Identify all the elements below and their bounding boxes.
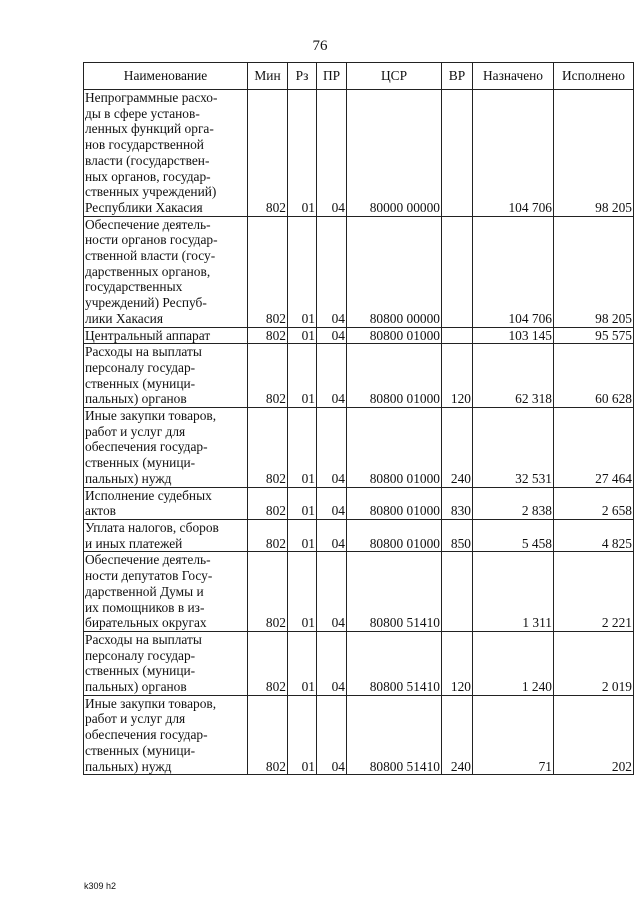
cell-pr: 04 bbox=[317, 408, 347, 488]
cell-name-line: ды в сфере установ- bbox=[85, 105, 200, 121]
cell-csr: 80800 01000 bbox=[347, 344, 442, 408]
cell-min: 802 bbox=[248, 552, 288, 632]
cell-name-line: работ и услуг для bbox=[85, 423, 186, 439]
table-row bbox=[84, 552, 634, 632]
cell-name bbox=[84, 344, 248, 408]
cell-rz: 01 bbox=[288, 552, 317, 632]
cell-name-line: ности органов государ- bbox=[85, 232, 218, 248]
table-row bbox=[84, 90, 634, 217]
cell-rz: 01 bbox=[288, 327, 317, 344]
cell-rz: 01 bbox=[288, 519, 317, 551]
cell-name-line: их помощников в из- bbox=[85, 599, 205, 615]
cell-assigned: 104 706 bbox=[473, 90, 554, 217]
table-row bbox=[84, 216, 634, 327]
cell-name-line: нов государственной bbox=[85, 137, 204, 153]
cell-assigned: 1 311 bbox=[473, 552, 554, 632]
cell-name-line: и иных платежей bbox=[85, 535, 183, 551]
cell-min: 802 bbox=[248, 216, 288, 327]
cell-name-line: дарственной Думы и bbox=[85, 583, 204, 599]
cell-executed: 2 019 bbox=[554, 631, 634, 695]
cell-name-line: Уплата налогов, сборов bbox=[85, 519, 219, 535]
cell-executed: 60 628 bbox=[554, 344, 634, 408]
cell-vr: 240 bbox=[442, 695, 473, 775]
header-pr: ПР bbox=[317, 63, 347, 90]
cell-name-line: Исполнение судебных bbox=[85, 487, 212, 503]
cell-name-line: ственных (муници- bbox=[85, 375, 196, 391]
cell-min: 802 bbox=[248, 519, 288, 551]
header-min: Мин bbox=[248, 63, 288, 90]
cell-name bbox=[84, 327, 248, 344]
cell-name-line: власти (государствен- bbox=[85, 152, 210, 168]
cell-min: 802 bbox=[248, 487, 288, 519]
cell-executed: 27 464 bbox=[554, 408, 634, 488]
cell-name-line: Иные закупки товаров, bbox=[85, 408, 217, 424]
header-csr: ЦСР bbox=[347, 63, 442, 90]
cell-assigned: 71 bbox=[473, 695, 554, 775]
cell-name-line: ственных учреждений) bbox=[85, 184, 217, 200]
cell-vr bbox=[442, 327, 473, 344]
cell-rz: 01 bbox=[288, 695, 317, 775]
cell-csr: 80800 00000 bbox=[347, 216, 442, 327]
cell-name bbox=[84, 90, 248, 217]
cell-name-line: Обеспечение деятель- bbox=[85, 552, 211, 568]
cell-min: 802 bbox=[248, 327, 288, 344]
cell-pr: 04 bbox=[317, 216, 347, 327]
cell-name-line: Иные закупки товаров, bbox=[85, 695, 217, 711]
cell-executed: 95 575 bbox=[554, 327, 634, 344]
table-row bbox=[84, 487, 634, 519]
cell-executed: 2 658 bbox=[554, 487, 634, 519]
cell-vr: 120 bbox=[442, 631, 473, 695]
cell-name-line: актов bbox=[85, 503, 116, 519]
cell-vr: 830 bbox=[442, 487, 473, 519]
cell-name-line: Непрограммные расхо- bbox=[85, 90, 218, 105]
header-vr: ВР bbox=[442, 63, 473, 90]
cell-name-line: пальных) органов bbox=[85, 391, 187, 407]
cell-name-line: пальных) нужд bbox=[85, 470, 172, 486]
cell-name-line: ственных (муници- bbox=[85, 742, 196, 758]
cell-name-line: ственных (муници- bbox=[85, 663, 196, 679]
cell-pr: 04 bbox=[317, 90, 347, 217]
cell-name bbox=[84, 216, 248, 327]
cell-executed: 98 205 bbox=[554, 216, 634, 327]
cell-pr: 04 bbox=[317, 631, 347, 695]
cell-name bbox=[84, 408, 248, 488]
cell-pr: 04 bbox=[317, 487, 347, 519]
cell-name-line: ных органов, государ- bbox=[85, 168, 211, 184]
cell-name bbox=[84, 695, 248, 775]
cell-min: 802 bbox=[248, 90, 288, 217]
header-executed: Исполнено bbox=[554, 63, 634, 90]
cell-pr: 04 bbox=[317, 344, 347, 408]
cell-csr: 80800 51410 bbox=[347, 552, 442, 632]
table-row bbox=[84, 631, 634, 695]
cell-min: 802 bbox=[248, 408, 288, 488]
cell-name-line: дарственных органов, bbox=[85, 263, 211, 279]
cell-name-line: обеспечения государ- bbox=[85, 727, 208, 743]
cell-csr: 80800 01000 bbox=[347, 487, 442, 519]
cell-assigned: 103 145 bbox=[473, 327, 554, 344]
cell-name-line: обеспечения государ- bbox=[85, 439, 208, 455]
footer-code: k309 h2 bbox=[84, 881, 117, 891]
cell-name-line: Обеспечение деятель- bbox=[85, 216, 211, 232]
cell-rz: 01 bbox=[288, 90, 317, 217]
table-body bbox=[84, 90, 634, 775]
header-rz: Рз bbox=[288, 63, 317, 90]
cell-pr: 04 bbox=[317, 552, 347, 632]
budget-table bbox=[83, 62, 634, 775]
cell-vr: 240 bbox=[442, 408, 473, 488]
cell-name-line: Республики Хакасия bbox=[85, 199, 203, 215]
cell-assigned: 5 458 bbox=[473, 519, 554, 551]
cell-name-line: работ и услуг для bbox=[85, 711, 186, 727]
cell-vr bbox=[442, 90, 473, 217]
cell-assigned: 2 838 bbox=[473, 487, 554, 519]
cell-name-line: ленных функций орга- bbox=[85, 121, 214, 137]
cell-min: 802 bbox=[248, 344, 288, 408]
cell-vr: 120 bbox=[442, 344, 473, 408]
cell-rz: 01 bbox=[288, 631, 317, 695]
cell-name-line: Расходы на выплаты bbox=[85, 631, 202, 647]
cell-executed: 98 205 bbox=[554, 90, 634, 217]
cell-pr: 04 bbox=[317, 519, 347, 551]
cell-assigned: 1 240 bbox=[473, 631, 554, 695]
cell-vr: 850 bbox=[442, 519, 473, 551]
header-name: Наименование bbox=[84, 63, 248, 90]
cell-name-line: ности депутатов Госу- bbox=[85, 568, 213, 584]
cell-rz: 01 bbox=[288, 216, 317, 327]
cell-executed: 2 221 bbox=[554, 552, 634, 632]
table-header-row bbox=[84, 63, 634, 90]
cell-rz: 01 bbox=[288, 408, 317, 488]
cell-vr bbox=[442, 552, 473, 632]
cell-csr: 80800 51410 bbox=[347, 631, 442, 695]
cell-name-line: ственных (муници- bbox=[85, 455, 196, 471]
cell-name bbox=[84, 631, 248, 695]
cell-name-line: государственных bbox=[85, 279, 183, 295]
cell-assigned: 62 318 bbox=[473, 344, 554, 408]
cell-min: 802 bbox=[248, 695, 288, 775]
cell-executed: 202 bbox=[554, 695, 634, 775]
cell-pr: 04 bbox=[317, 327, 347, 344]
table-row bbox=[84, 695, 634, 775]
cell-pr: 04 bbox=[317, 695, 347, 775]
cell-assigned: 104 706 bbox=[473, 216, 554, 327]
cell-csr: 80800 01000 bbox=[347, 327, 442, 344]
cell-executed: 4 825 bbox=[554, 519, 634, 551]
cell-name bbox=[84, 552, 248, 632]
cell-name-line: бирательных округах bbox=[85, 615, 207, 631]
cell-csr: 80800 01000 bbox=[347, 519, 442, 551]
cell-rz: 01 bbox=[288, 344, 317, 408]
cell-csr: 80800 01000 bbox=[347, 408, 442, 488]
cell-name-line: пальных) органов bbox=[85, 679, 187, 695]
cell-name-line: ственной власти (госу- bbox=[85, 248, 216, 264]
cell-name-line: пальных) нужд bbox=[85, 758, 172, 774]
cell-rz: 01 bbox=[288, 487, 317, 519]
cell-name bbox=[84, 487, 248, 519]
cell-name-line: Центральный аппарат bbox=[85, 327, 211, 343]
table-row bbox=[84, 519, 634, 551]
cell-name-line: учреждений) Респуб- bbox=[85, 295, 207, 311]
page-number: 76 bbox=[312, 38, 328, 54]
cell-name-line: персоналу государ- bbox=[85, 359, 196, 375]
cell-name-line: лики Хакасия bbox=[85, 310, 163, 326]
table-row bbox=[84, 344, 634, 408]
cell-name-line: Расходы на выплаты bbox=[85, 344, 202, 360]
cell-assigned: 32 531 bbox=[473, 408, 554, 488]
cell-csr: 80000 00000 bbox=[347, 90, 442, 217]
table-row bbox=[84, 327, 634, 344]
cell-name bbox=[84, 519, 248, 551]
header-assigned: Назначено bbox=[473, 63, 554, 90]
cell-name-line: персоналу государ- bbox=[85, 647, 196, 663]
cell-min: 802 bbox=[248, 631, 288, 695]
cell-csr: 80800 51410 bbox=[347, 695, 442, 775]
table-row bbox=[84, 408, 634, 488]
cell-vr bbox=[442, 216, 473, 327]
